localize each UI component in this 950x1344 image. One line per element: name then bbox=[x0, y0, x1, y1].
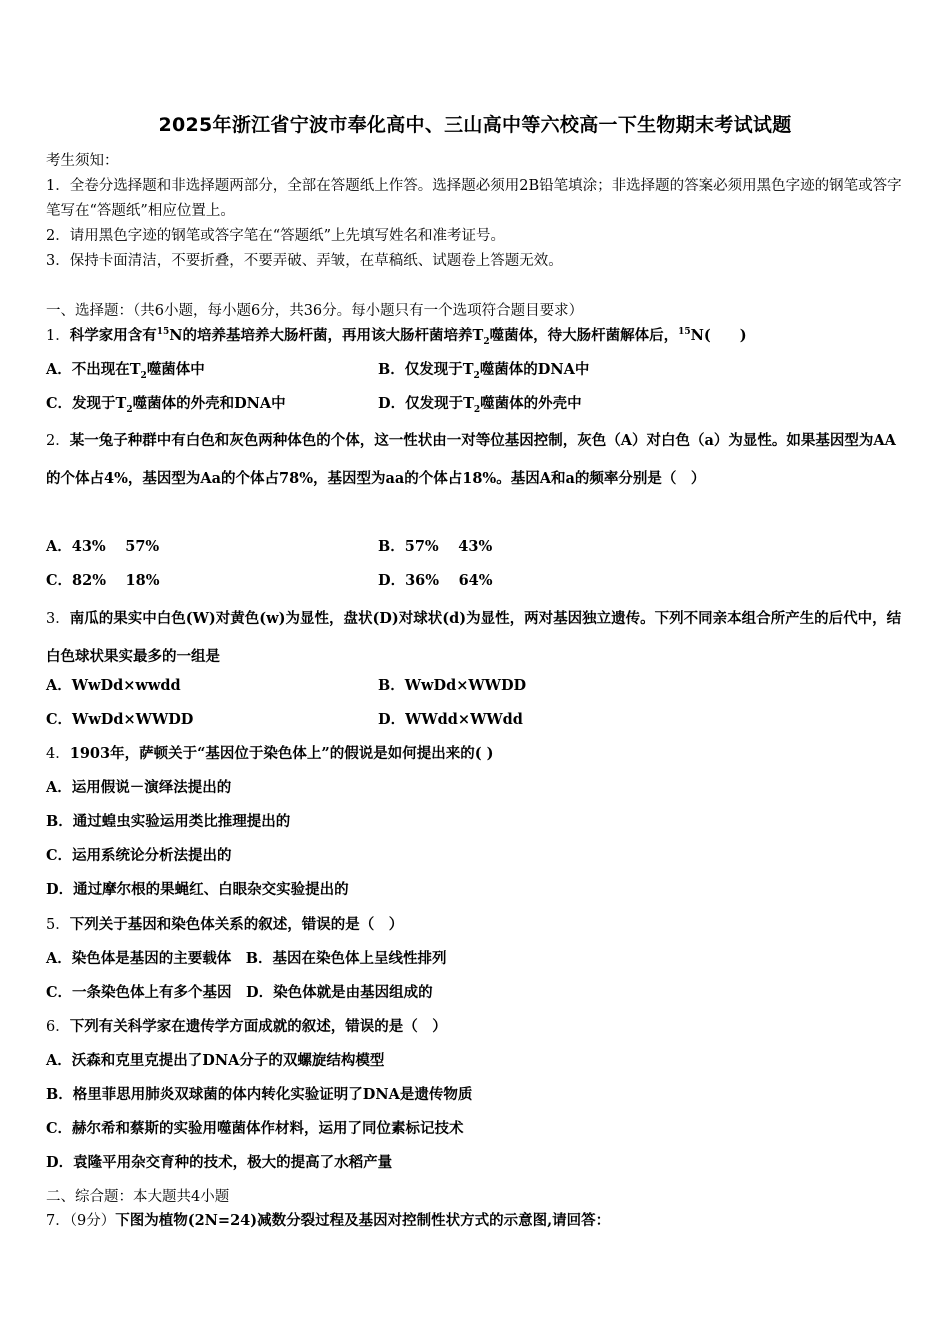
question-5-options-ab: A．染色体是基因的主要载体 B．基因在染色体上呈线性排列 bbox=[46, 950, 447, 967]
section-2-heading: 二、综合题：本大题共4小题 bbox=[46, 1189, 230, 1205]
question-4-option-d: D．通过摩尔根的果蝇红、白眼杂交实验提出的 bbox=[46, 881, 349, 898]
question-1-option-b: B．仅发现于$T_2$噬菌体的DNA中 bbox=[378, 361, 590, 381]
question-5-options-cd: C．一条染色体上有多个基因 D．染色体就是由基因组成的 bbox=[46, 984, 433, 1001]
question-3-option-a: A．WwDd×wwdd bbox=[46, 677, 181, 694]
question-6-stem: 6．下列有关科学家在遗传学方面成就的叙述，错误的是（ ） bbox=[46, 1018, 447, 1035]
question-number: 4． bbox=[46, 746, 70, 762]
exam-title: 2025年浙江省宁波市奉化高中、三山高中等六校高一下生物期末考试试题 bbox=[158, 114, 792, 136]
question-5-stem: 5．下列关于基因和染色体关系的叙述，错误的是（ ） bbox=[46, 916, 404, 933]
question-3-option-b: B．WwDd×WWDD bbox=[378, 677, 527, 694]
question-2-option-b: B．57% 43% bbox=[378, 538, 493, 555]
question-number: 3． bbox=[46, 611, 70, 627]
section-1-heading: 一、选择题：（共6小题，每小题6分，共36分。每小题只有一个选项符合题目要求） bbox=[46, 303, 584, 319]
question-1-option-c: C．发现于$T_2$噬菌体的外壳和DNA中 bbox=[46, 395, 286, 415]
question-1-option-d: D．仅发现于$T_2$噬菌体的外壳中 bbox=[378, 395, 582, 415]
question-number: 6． bbox=[46, 1019, 70, 1035]
question-3-option-d: D．WWdd×WWdd bbox=[378, 711, 523, 728]
question-3-stem: 3．南瓜的果实中白色(W)对黄色(w)为显性，盘状(D)对球状(d)为显性，两对基因独立遗传。下列不同亲本组合所产生的后代中，结白色球状果实最多的一组是 bbox=[46, 610, 902, 665]
notice-item-1: 1．全卷分选择题和非选择题两部分，全部在答题纸上作答。选择题必须用2B铅笔填涂；非选择题的答案必须用黑色字迹的钢笔或答字笔写在“答题纸”相应位置上。 bbox=[46, 178, 902, 219]
question-4-option-b: B．通过蝗虫实验运用类比推理提出的 bbox=[46, 813, 291, 830]
notice-item-2: 2．请用黑色字迹的钢笔或答字笔在“答题纸”上先填写姓名和准考证号。 bbox=[46, 228, 506, 244]
question-number: 5． bbox=[46, 917, 70, 933]
question-2-option-a: A．43% 57% bbox=[46, 538, 160, 555]
question-2-stem: 2．某一兔子种群中有白色和灰色两种体色的个体，这一性状由一对等位基因控制，灰色（A）对白色（a）为显性。如果基因型为AA的个体占4%，基因型为Aa的个体占78%，基因型为aa的个体占18%。基因A和a的频率分别是（ ） bbox=[46, 432, 896, 487]
question-4-stem: 4．1903年，萨顿关于“基因位于染色体上”的假说是如何提出来的( ) bbox=[46, 745, 494, 762]
question-6-option-a: A．沃森和克里克提出了DNA分子的双螺旋结构模型 bbox=[46, 1052, 385, 1069]
question-1-stem: 1．科学家用含有$^{15}$N的培养基培养大肠杆菌，再用该大肠杆菌培养$T_2$噬菌体，待大肠杆菌解体后，$^{15}$N( ) bbox=[46, 327, 747, 347]
question-number: 2． bbox=[46, 433, 70, 449]
question-2-option-c: C．82% 18% bbox=[46, 572, 160, 589]
question-2-option-d: D．36% 64% bbox=[378, 572, 493, 589]
question-6-option-d: D．袁隆平用杂交育种的技术，极大的提高了水稻产量 bbox=[46, 1154, 393, 1171]
question-4-option-c: C．运用系统论分析法提出的 bbox=[46, 847, 232, 864]
notice-item-3: 3．保持卡面清洁，不要折叠，不要弄破、弄皱，在草稿纸、试题卷上答题无效。 bbox=[46, 253, 563, 269]
notice-heading: 考生须知： bbox=[46, 153, 119, 169]
question-4-option-a: A．运用假说－演绎法提出的 bbox=[46, 779, 232, 796]
question-number: 7． bbox=[46, 1213, 70, 1229]
question-number: 1． bbox=[46, 328, 70, 344]
question-1-option-a: A．不出现在$T_2$噬菌体中 bbox=[46, 361, 205, 381]
question-6-option-b: B．格里菲思用肺炎双球菌的体内转化实验证明了DNA是遗传物质 bbox=[46, 1086, 473, 1103]
question-7-stem: 7．（9分）下图为植物(2N=24)减数分裂过程及基因对控制性状方式的示意图,请回答： bbox=[46, 1212, 611, 1229]
question-6-option-c: C．赫尔希和蔡斯的实验用噬菌体作材料，运用了同位素标记技术 bbox=[46, 1120, 464, 1137]
question-3-option-c: C．WwDd×WWDD bbox=[46, 711, 194, 728]
